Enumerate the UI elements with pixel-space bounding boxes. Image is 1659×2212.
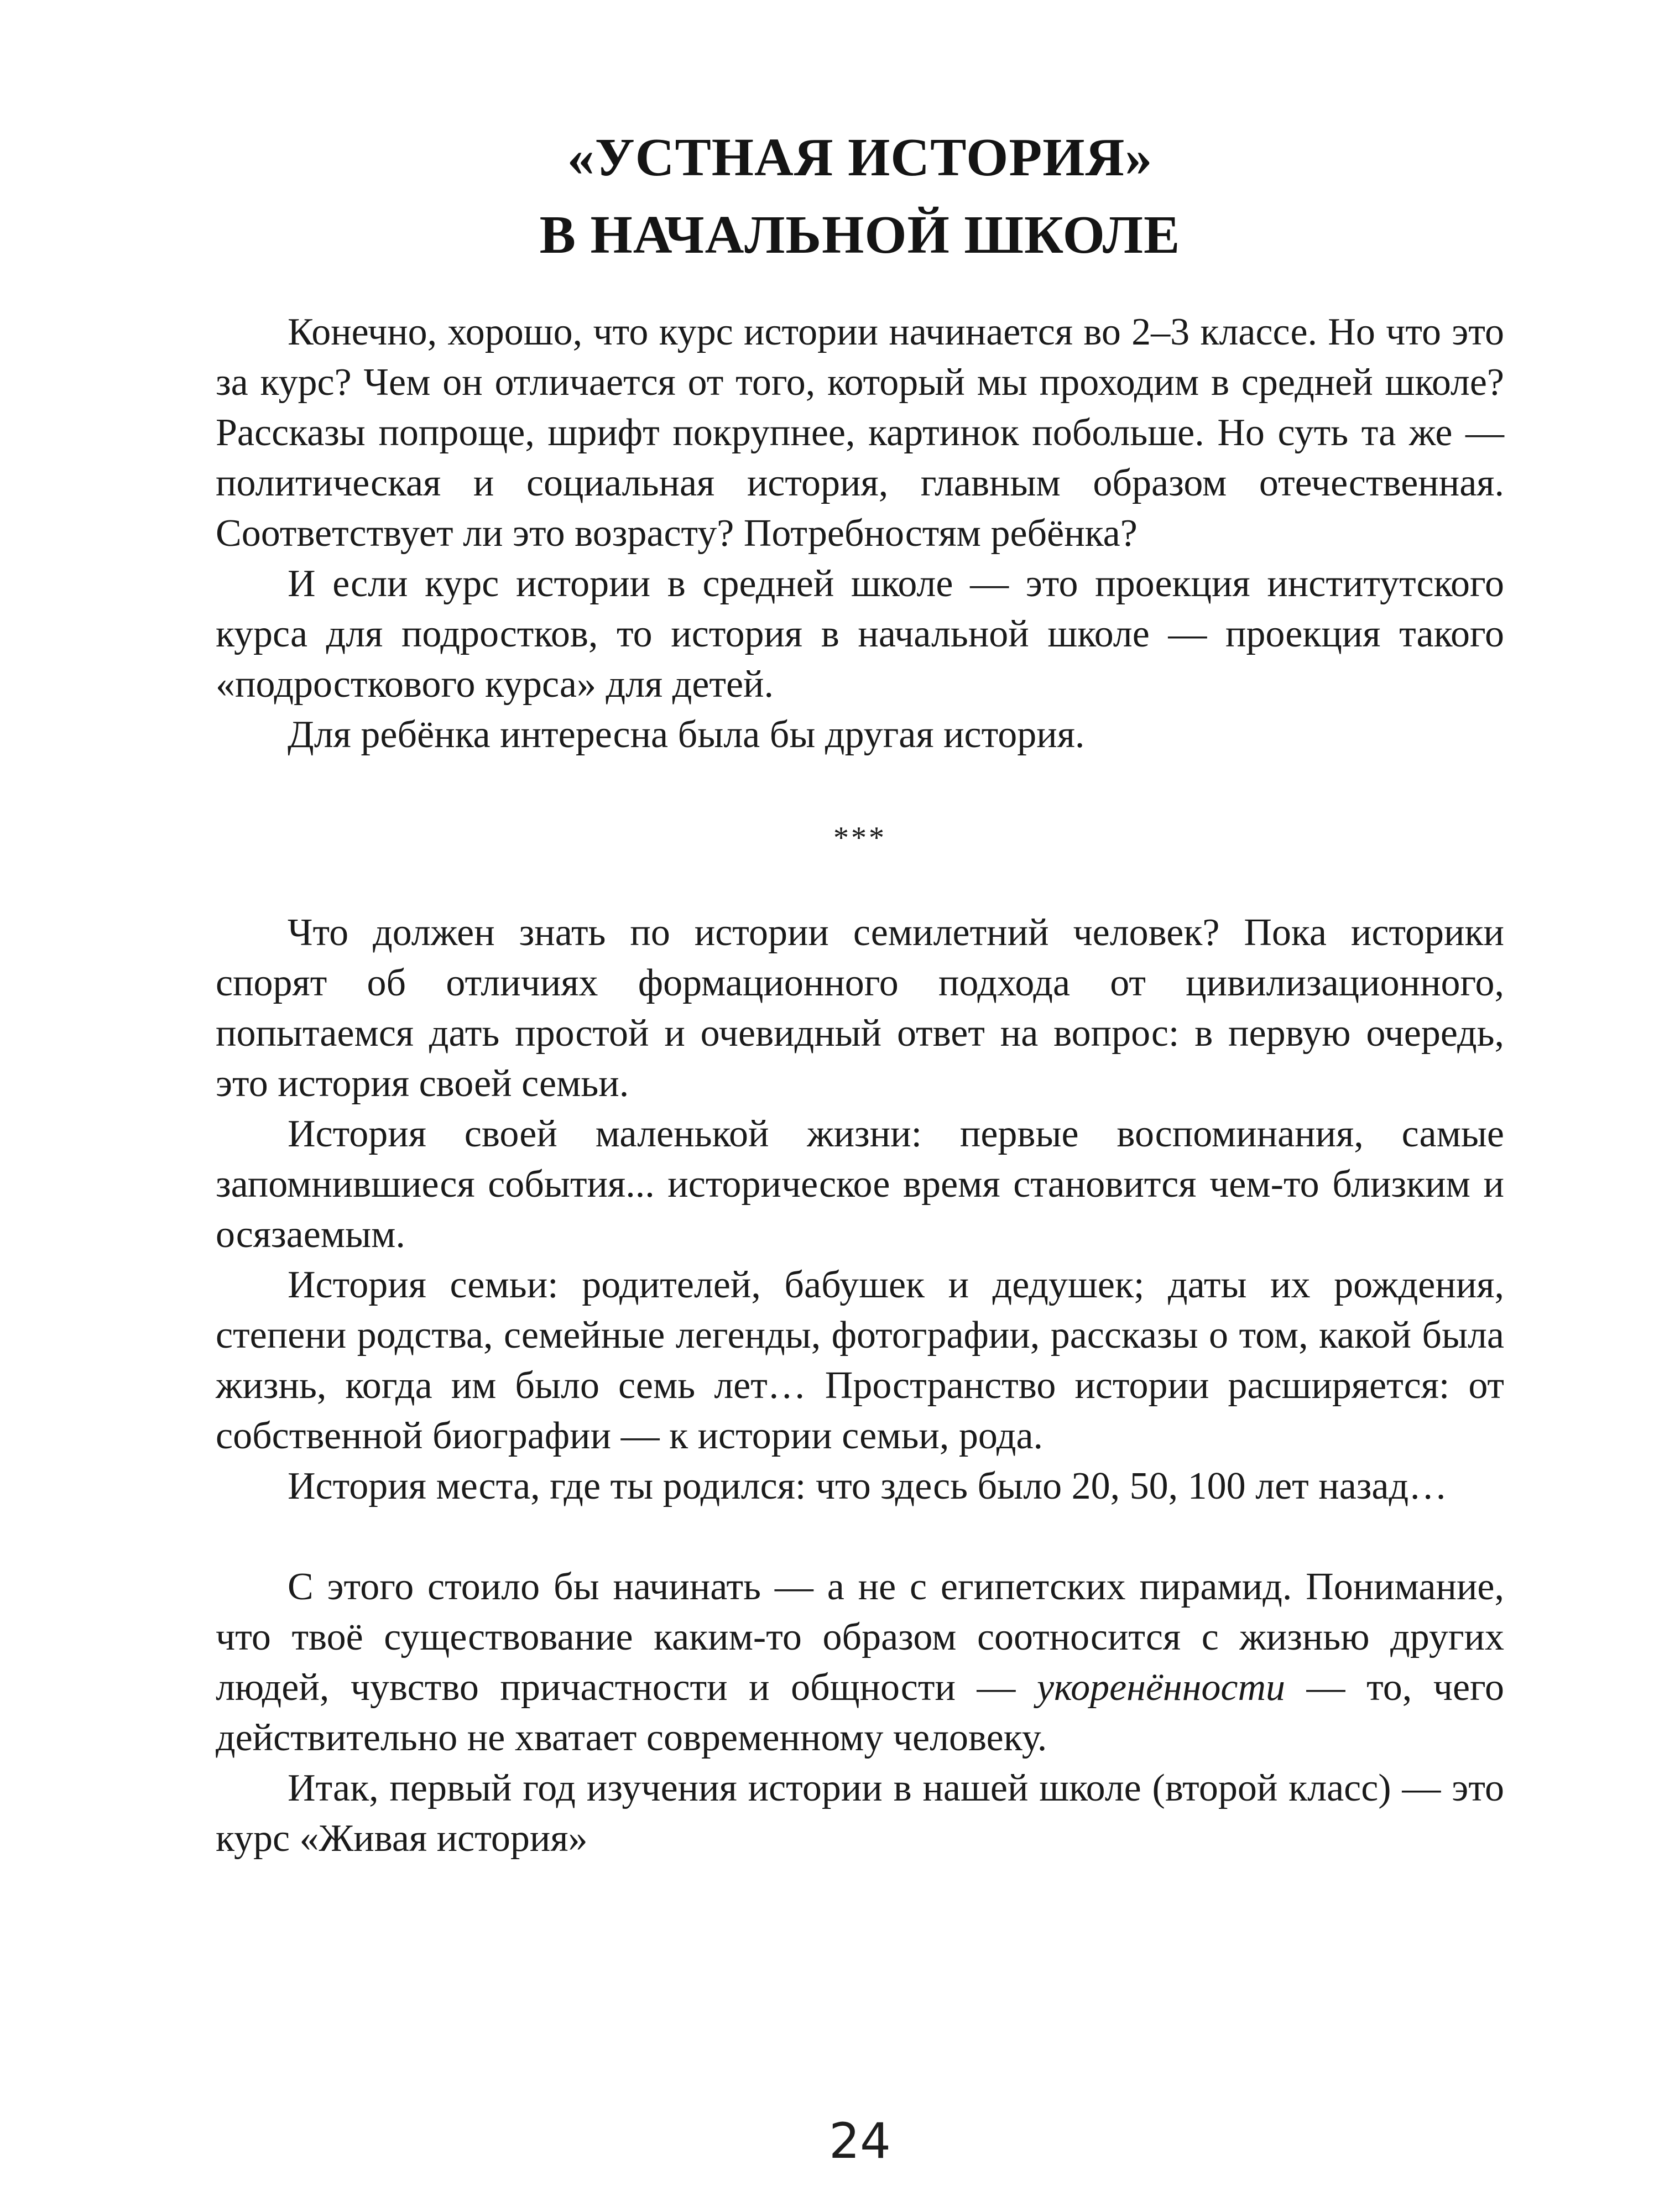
page-body <box>216 307 1504 1864</box>
paragraph: Для ребёнка интересна была бы другая история. <box>288 713 1085 756</box>
paragraph: Итак, первый год изучения истории в нашей школе (второй класс) — это курс «Живая история» <box>216 1767 1504 1860</box>
page-number: 24 <box>829 2112 891 2169</box>
paragraph: И если курс истории в средней школе — это проекция институтского курса для подростков, то история в начальной школе — проекция такого «подросткового курса» для детей. <box>216 562 1504 706</box>
paragraph: История семьи: родителей, бабушек и дедушек; даты их рождения, степени родства, семейные легенды, фотографии, рассказы о том, какой была жизнь, когда им было семь лет… Пространство истории расширяется: от собственной биографии — к истории семьи, рода. <box>216 1264 1504 1457</box>
emphasis-text: укоренённости <box>1036 1666 1286 1709</box>
page-title-line-2: В НАЧАЛЬНОЙ ШКОЛЕ <box>539 205 1181 265</box>
page-title-line-1: «УСТНАЯ ИСТОРИЯ» <box>567 128 1153 187</box>
book-page <box>216 0 1504 2212</box>
paragraph: История своей маленькой жизни: первые воспоминания, самые запомнившиеся события... историческое время становится чем-то близким и осязаемым. <box>216 1113 1504 1256</box>
section-separator: *** <box>833 821 886 855</box>
paragraph-text: С этого стоило бы начинать — а не с египетских пирамид. Понимание, что твоё существование каким-то образом соотносится с жизнью других людей, чувство причастности и общности — <box>216 1566 1504 1709</box>
paragraph: Конечно, хорошо, что курс истории начинается во 2–3 классе. Но что это за курс? Чем он отличается от того, который мы проходим в средней школе? Рассказы попроще, шрифт покрупнее, картинок побольше. Но суть та же — политическая и социальная история, главным образом отечественная. Соответствует ли это возрасту? Потребностям ребёнка? <box>216 311 1504 555</box>
paragraph: История места, где ты родился: что здесь было 20, 50, 100 лет назад… <box>288 1465 1448 1507</box>
paragraph-text: — то, чего действительно не хватает современному человеку. <box>216 1666 1504 1759</box>
paragraph <box>216 1562 1504 1763</box>
paragraph: Что должен знать по истории семилетний человек? Пока историки спорят об отличиях формационного подхода от цивилизационного, попытаемся дать простой и очевидный ответ на вопрос: в первую очередь, это история своей семьи. <box>216 911 1504 1105</box>
page-title <box>216 119 1504 274</box>
